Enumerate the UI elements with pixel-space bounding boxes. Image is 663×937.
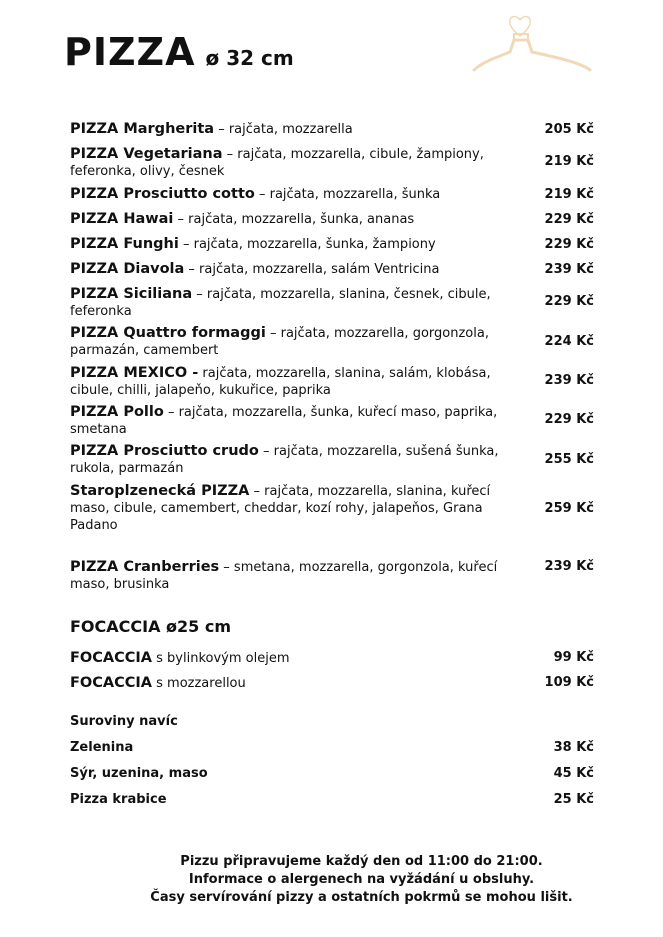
menu-item-price: 239 Kč: [544, 373, 594, 388]
menu-item-price: 259 Kč: [544, 501, 594, 516]
menu-item-price: 219 Kč: [544, 154, 594, 169]
menu-item-price: 224 Kč: [544, 334, 594, 349]
menu-item: PIZZA Prosciutto cotto – rajčata, mozzarella, šunka: [70, 186, 441, 202]
menu-item: PIZZA Prosciutto crudo – rajčata, mozzarella, sušená šunka, rukola, parmazán: [70, 443, 499, 476]
menu-item-price: 255 Kč: [544, 452, 594, 467]
menu-item-price: 229 Kč: [544, 412, 594, 427]
menu-item: FOCACCIA s mozzarellou: [70, 675, 246, 691]
menu-item-price: 239 Kč: [544, 559, 594, 574]
menu-item-price: 229 Kč: [544, 294, 594, 309]
menu-item-price: 219 Kč: [544, 187, 594, 202]
extra-item-price: 45 Kč: [553, 766, 594, 781]
title-text: PIZZA: [64, 30, 196, 74]
menu-item: PIZZA MEXICO - rajčata, mozzarella, slanina, salám, klobása, cibule, chilli, jalapeňo, kukuřice, paprika: [70, 365, 491, 398]
extra-item: Zelenina: [70, 740, 134, 755]
extra-item-price: 25 Kč: [553, 792, 594, 807]
menu-item: PIZZA Cranberries – smetana, mozzarella, gorgonzola, kuřecí maso, brusinka: [70, 559, 498, 592]
menu-item: PIZZA Siciliana – rajčata, mozzarella, slanina, česnek, cibule, feferonka: [70, 286, 491, 319]
extra-item-price: 38 Kč: [553, 740, 594, 755]
menu-item: PIZZA Funghi – rajčata, mozzarella, šunka, žampiony: [70, 236, 436, 252]
menu-item: FOCACCIA s bylinkovým olejem: [70, 650, 290, 666]
menu-item: PIZZA Vegetariana – rajčata, mozzarella, cibule, žampiony, feferonka, olivy, česnek: [70, 146, 484, 179]
menu-item: PIZZA Quattro formaggi – rajčata, mozzarella, gorgonzola, parmazán, camembert: [70, 325, 489, 358]
title-size: ø 32 cm: [205, 46, 294, 70]
menu-item: PIZZA Hawai – rajčata, mozzarella, šunka, ananas: [70, 211, 415, 227]
footer-line: Časy servírování pizzy a ostatních pokrmů se mohou lišit.: [150, 890, 573, 905]
footer-line: Pizzu připravujeme každý den od 11:00 do 21:00.: [180, 854, 543, 869]
menu-item: PIZZA Pollo – rajčata, mozzarella, šunka, kuřecí maso, paprika, smetana: [70, 404, 498, 437]
menu-item-price: 229 Kč: [544, 237, 594, 252]
page-title: [64, 30, 294, 74]
menu-item-price: 205 Kč: [544, 122, 594, 137]
menu-item: PIZZA Diavola – rajčata, mozzarella, salám Ventricina: [70, 261, 440, 277]
footer-line: Informace o alergenech na vyžádání u obsluhy.: [188, 872, 535, 887]
menu-item-price: 239 Kč: [544, 262, 594, 277]
extra-item: Sýr, uzenina, maso: [70, 766, 208, 781]
footer-note: [0, 853, 663, 907]
extra-item: Pizza krabice: [70, 792, 167, 807]
menu-item: PIZZA Margherita – rajčata, mozzarella: [70, 121, 353, 137]
menu-item-price: 99 Kč: [553, 650, 594, 665]
extras-heading: Suroviny navíc: [70, 714, 178, 729]
focaccia-heading: FOCACCIA ø25 cm: [70, 617, 232, 636]
menu-item-price: 229 Kč: [544, 212, 594, 227]
menu-item-price: 109 Kč: [544, 675, 594, 690]
menu-item: Staroplzenecká PIZZA – rajčata, mozzarella, slanina, kuřecí maso, cibule, camembert, cheddar, kozí rohy, jalapeňos, Grana Padano: [70, 483, 491, 533]
hanger-heart-logo-icon: [470, 12, 595, 76]
